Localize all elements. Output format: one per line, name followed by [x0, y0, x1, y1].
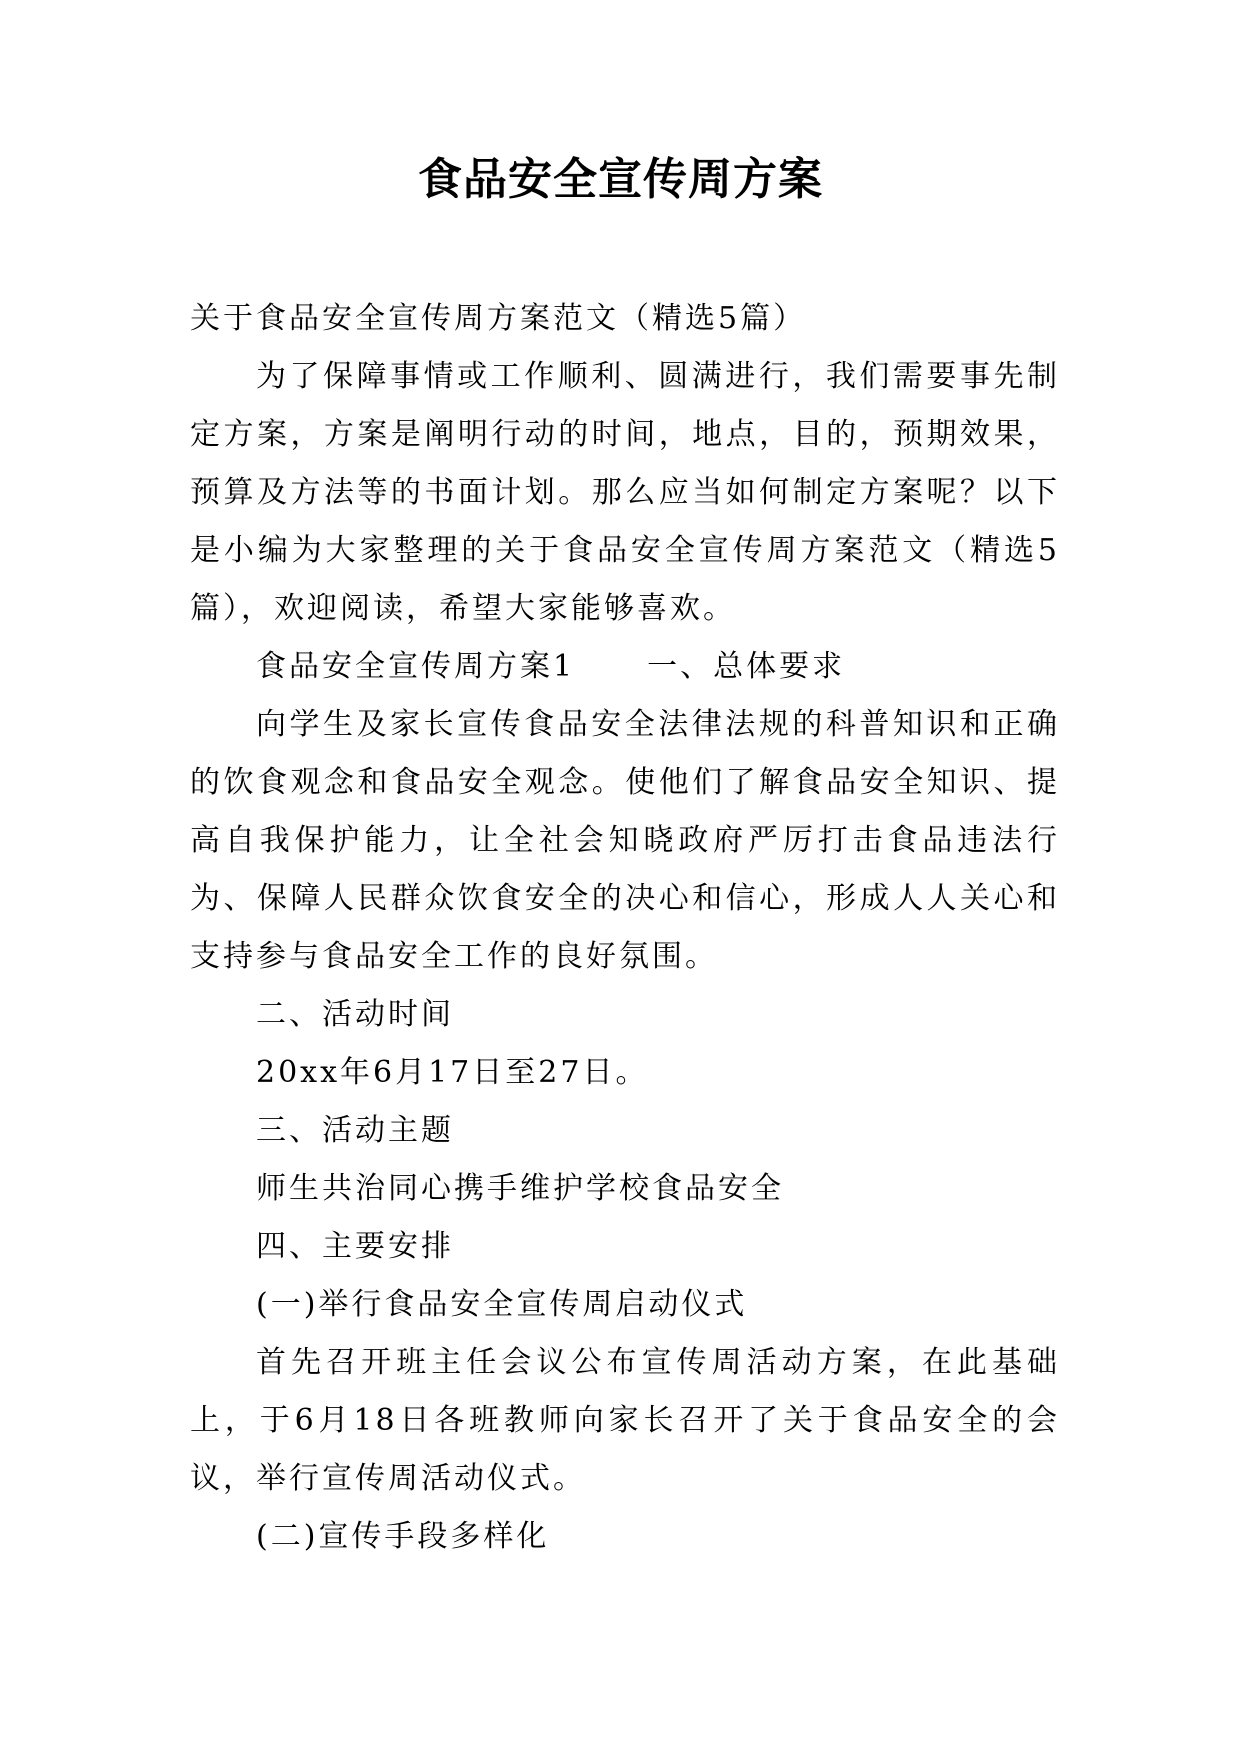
sub2-heading: (二)宣传手段多样化 — [256, 1519, 550, 1554]
sub1-body: 首先召开班主任会议公布宣传周活动方案，在此基础上，于6月18日各班教师向家长召开了关于食品安全的会议，举行宣传周活动仪式。 — [190, 1345, 1060, 1496]
section-heading-line — [190, 638, 1060, 696]
document-body — [190, 290, 1060, 1566]
document-title: 食品安全宣传周方案 — [418, 154, 823, 205]
part1-body: 向学生及家长宣传食品安全法律法规的科普知识和正确的饮食观念和食品安全观念。使他们了解食品安全知识、提高自我保护能力，让全社会知晓政府严厉打击食品违法行为、保障人民群众饮食安全的决心和信心，形成人人关心和支持参与食品安全工作的良好氛围。 — [190, 707, 1060, 974]
part2-body: 20xx年6月17日至27日。 — [256, 1055, 649, 1090]
subtitle-paragraph: 关于食品安全宣传周方案范文（精选5篇） — [190, 301, 807, 336]
section-heading: 食品安全宣传周方案1 — [256, 649, 576, 684]
part1-heading: 一、总体要求 — [647, 649, 846, 684]
intro-paragraph: 为了保障事情或工作顺利、圆满进行，我们需要事先制定方案，方案是阐明行动的时间，地点，目的，预期效果，预算及方法等的书面计划。那么应当如何制定方案呢？以下是小编为大家整理的关于食品安全宣传周方案范文（精选5篇），欢迎阅读，希望大家能够喜欢。 — [190, 359, 1060, 626]
part2-heading: 二、活动时间 — [256, 997, 454, 1032]
part3-heading: 三、活动主题 — [256, 1113, 454, 1148]
part4-heading: 四、主要安排 — [256, 1229, 454, 1264]
sub1-heading: (一)举行食品安全宣传周启动仪式 — [256, 1287, 748, 1322]
part3-body: 师生共治同心携手维护学校食品安全 — [256, 1171, 784, 1206]
